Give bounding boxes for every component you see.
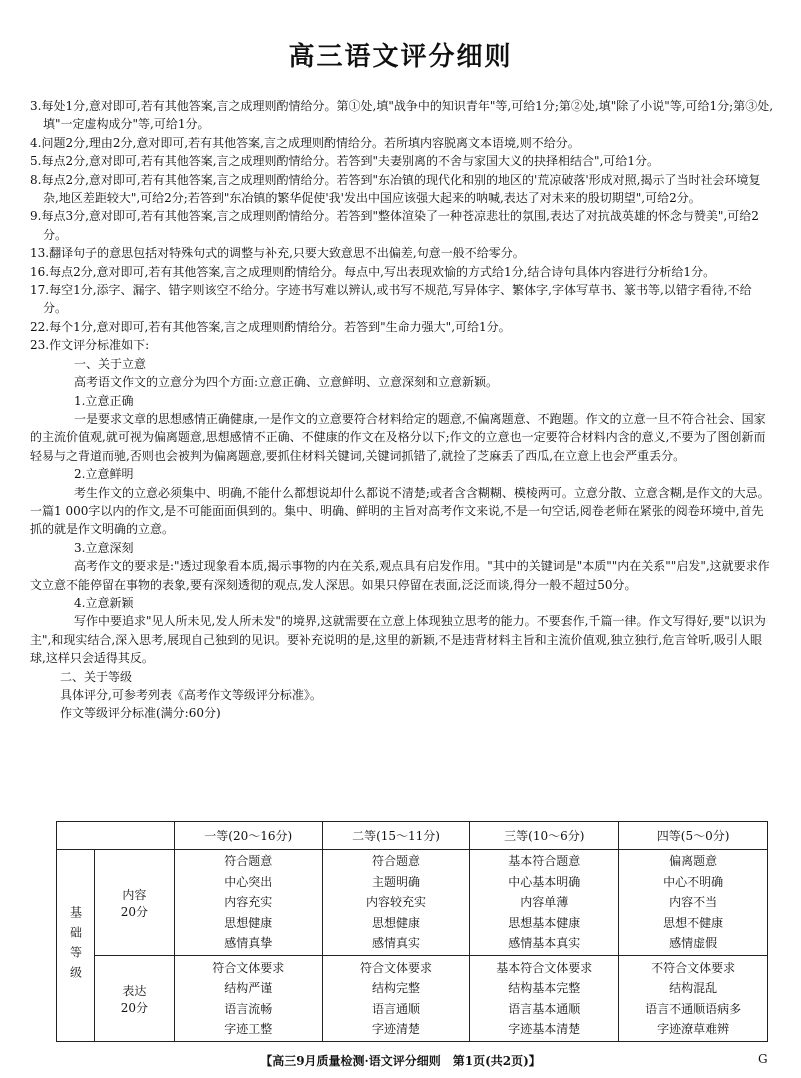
criterion: 符合题意: [224, 854, 273, 869]
footer-code: G: [758, 1052, 768, 1066]
rule-item: 22.每个1分,意对即可,若有其他答案,言之成理则酌情给分。若答到"生命力强大",可给1分。: [30, 319, 511, 334]
criterion: 基本符合题意: [508, 854, 581, 869]
subsection-body: 高考作文的要求是:"透过现象看本质,揭示事物的内在关系,观点具有启发作用。"其中的关键词是"本质""内在关系""启发",这就要求作文立意不能停留在事物的表象,要有深刻透彻的观点,发人深思。如果只停留在表面,泛泛而谈,得分一般不超过50分。: [30, 559, 770, 592]
criterion: 主题明确: [372, 874, 421, 889]
table-row: [57, 850, 768, 956]
criteria-cell: [322, 850, 470, 956]
criterion: 不符合文体要求: [651, 960, 736, 975]
subsection-heading: 2.立意鲜明: [74, 467, 134, 482]
grade-header: 二等(15～11分): [322, 822, 470, 850]
criterion: 中心不明确: [663, 874, 724, 889]
rule-item: 3.每处1分,意对即可,若有其他答案,言之成理则酌情给分。第①处,填"战争中的知识青年"等,可给1分;第②处,填"除了小说"等,可给1分;第③处,填"一定虚构成分"等,可给1分。: [30, 99, 774, 132]
criterion: 字迹基本清楚: [508, 1022, 581, 1036]
criterion: 字迹工整: [224, 1022, 273, 1036]
rule-item: 8.每点2分,意对即可,若有其他答案,言之成理则酌情给分。若答到"东冶镇的现代化和别的地区的'荒凉破落'形成对照,揭示了当时社会环境复杂,地区差距较大",可给2分;若答到"东冶镇的繁华促使'我'发出中国应该强大起来的呐喊,表达了对未来的殷切期望",可给2分。: [30, 172, 761, 206]
subsection-body: 写作中要追求"见人所未见,发人所未发"的境界,这就需要在立意上体现独立思考的能力。不要套作,千篇一律。作文写得好,要"以识为主",和现实结合,深入思考,展现自己独到的见识。要补充说明的是,这里的新颖,不是违背材料主旨和主流价值观,独立独行,危言耸听,吸引人眼球,这样只会适得其反。: [30, 614, 766, 666]
criterion: 内容单薄: [520, 895, 569, 910]
criterion: 字迹清楚: [372, 1022, 421, 1036]
criterion: 感情虚假: [669, 936, 718, 951]
subsection-heading: 4.立意新颖: [74, 595, 134, 610]
section-intro: 高考语文作文的立意分为四个方面:立意正确、立意鲜明、立意深刻和立意新颖。: [74, 375, 499, 390]
criterion: 思想基本健康: [508, 915, 581, 930]
criteria-cell: [470, 956, 619, 1042]
section-heading: 一、关于立意: [74, 356, 147, 371]
criterion: 思想健康: [372, 915, 421, 930]
criterion: 语言不通顺语病多: [645, 1001, 742, 1016]
criterion: 内容不当: [669, 895, 718, 910]
criterion: 符合文体要求: [212, 960, 285, 975]
grading-table: [56, 821, 768, 1042]
table-row: [57, 956, 768, 1042]
criterion: 字迹潦草难辨: [657, 1022, 730, 1036]
criterion: 思想健康: [224, 915, 273, 930]
criterion: 感情真实: [372, 936, 421, 951]
grade-header: 三等(10～6分): [470, 822, 619, 850]
criteria-cell: [619, 850, 768, 956]
rule-item: 16.每点2分,意对即可,若有其他答案,言之成理则酌情给分。每点中,写出表现欢愉的方式给1分,结合诗句具体内容进行分析给1分。: [30, 264, 716, 279]
row-label-score: 20分: [120, 1000, 149, 1015]
criteria-cell: [470, 850, 619, 956]
criterion: 思想不健康: [663, 915, 724, 930]
table-caption: 作文等级评分标准(满分:60分): [60, 706, 221, 721]
scoring-rules: [30, 97, 775, 723]
criterion: 基本符合文体要求: [496, 960, 593, 975]
criterion: 符合文体要求: [360, 960, 433, 975]
criterion: 结构混乱: [669, 981, 718, 995]
criterion: 内容较充实: [366, 895, 427, 910]
rule-item: 23.作文评分标准如下:: [30, 338, 150, 353]
group-label: 基础等级: [57, 850, 95, 1042]
criterion: 偏离题意: [669, 854, 718, 869]
criterion: 中心基本明确: [508, 874, 581, 889]
subsection-heading: 1.立意正确: [74, 393, 134, 408]
criterion: 语言流畅: [224, 1001, 273, 1016]
row-label-name: 表达: [122, 983, 147, 998]
rule-item: 17.每空1分,添字、漏字、错字则该空不给分。字迹书写难以辨认,或书写不规范,写异体字、繁体字,字体写草书、篆书等,以错字看待,不给分。: [30, 283, 752, 316]
criterion: 感情基本真实: [508, 936, 581, 951]
criterion: 语言基本通顺: [508, 1001, 581, 1016]
criterion: 语言通顺: [372, 1001, 421, 1016]
subsection-body: 一是要求文章的思想感情正确健康,一是作文的立意要符合材料给定的题意,不偏离题意、不跑题。作文的立意一旦不符合社会、国家的主流价值观,就可视为偏离题意,思想感情不正确、不健康的作文在及格分以下;作文的立意也一定要符合材料内含的意义,不要为了图创新而轻易与之背道而驰,否则也会被判为偏离题意,要抓住材料关键词,关键词抓错了,就捡了芝麻丢了西瓜,在立意上也会严重丢分。: [30, 411, 766, 463]
criterion: 结构基本完整: [508, 981, 581, 995]
empty-corner-cell: [57, 822, 175, 850]
grade-header-row: [57, 822, 768, 850]
page-footer: 【高三9月质量检测·语文评分细则 第1页(共2页)】: [260, 1054, 541, 1068]
grade-header: 一等(20～16分): [174, 822, 322, 850]
row-label: [94, 956, 174, 1042]
criteria-cell: [619, 956, 768, 1042]
criteria-cell: [322, 956, 470, 1042]
row-label-name: 内容: [122, 887, 147, 902]
row-label-score: 20分: [120, 904, 149, 919]
section-heading: 二、关于等级: [60, 669, 133, 684]
criterion: 符合题意: [372, 854, 421, 869]
section-intro: 具体评分,可参考列表《高考作文等级评分标准》。: [60, 688, 322, 702]
criterion: 结构严谨: [224, 981, 273, 995]
subsection-body: 考生作文的立意必须集中、明确,不能什么都想说却什么都说不清楚;或者含含糊糊、模棱两可。立意分散、立意含糊,是作文的大忌。一篇1 000字以内的作文,是不可能面面俱到的。集中、明确、鲜明的主旨对高考作文来说,不是一句空话,阅卷老师在紧张的阅卷环境中,首先抓的就是作文明确的立意。: [30, 485, 770, 537]
grade-header: 四等(5～0分): [619, 822, 768, 850]
criterion: 内容充实: [224, 895, 273, 910]
criterion: 中心突出: [224, 874, 273, 889]
rule-item: 4.问题2分,理由2分,意对即可,若有其他答案,言之成理则酌情给分。若所填内容脱离文本语境,则不给分。: [30, 135, 580, 150]
rule-item: 13.翻译句子的意思包括对特殊句式的调整与补充,只要大致意思不出偏差,句意一般不给零分。: [30, 246, 525, 261]
criteria-cell: [174, 850, 322, 956]
criteria-cell: [174, 956, 322, 1042]
page-title: 高三语文评分细则: [288, 42, 513, 72]
rule-item: 5.每点2分,意对即可,若有其他答案,言之成理则酌情给分。若答到"夫妻别离的不舍与家国大义的抉择相结合",可给1分。: [30, 154, 660, 169]
subsection-heading: 3.立意深刻: [74, 540, 134, 555]
rule-item: 9.每点3分,意对即可,若有其他答案,言之成理则酌情给分。若答到"整体渲染了一种苍凉悲壮的氛围,表达了对抗战英雄的怀念与赞美",可给2分。: [30, 209, 759, 242]
criterion: 结构完整: [372, 981, 421, 995]
criterion: 感情真挚: [224, 936, 273, 951]
row-label: [94, 850, 174, 956]
